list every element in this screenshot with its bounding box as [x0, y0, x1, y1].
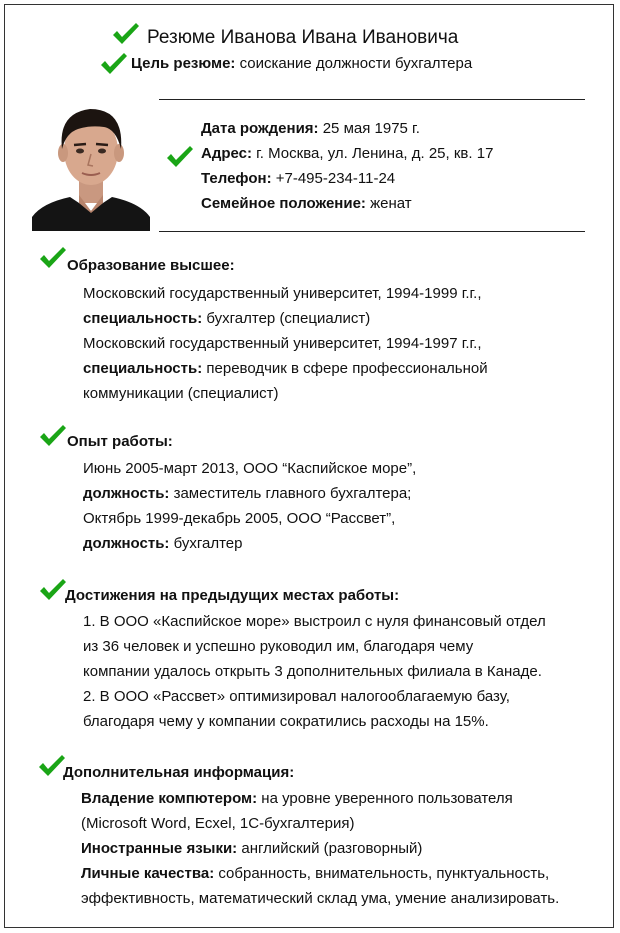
birth-date: Дата рождения: 25 мая 1975 г.	[201, 120, 420, 137]
achievements-heading: Достижения на предыдущих местах работы:	[65, 587, 400, 604]
personal-qualities-detail: эффективность, математический склад ума, умение анализировать.	[81, 890, 560, 907]
achievement-line: компании удалось открыть 3 дополнительных филиала в Канаде.	[83, 663, 542, 680]
achievement-line: 2. В ООО «Рассвет» оптимизировал налогооблагаемую базу,	[83, 688, 510, 705]
address: Адрес: г. Москва, ул. Ленина, д. 25, кв. 17	[201, 145, 494, 162]
achievements-section	[83, 609, 546, 734]
additional-section	[81, 786, 559, 911]
education-line: Московский государственный университет, 1994-1997 г.г.,	[83, 335, 482, 352]
check-mark-icon	[38, 577, 68, 603]
education-specialty: специальность: бухгалтер (специалист)	[83, 310, 371, 327]
resume-goal: Цель резюме: соискание должности бухгалтера	[131, 55, 473, 72]
job-position: должность: заместитель главного бухгалтера;	[83, 485, 412, 502]
job-entry: Октябрь 1999-декабрь 2005, ООО “Рассвет”,	[83, 510, 396, 527]
divider-bottom	[159, 231, 585, 232]
check-mark-icon	[111, 21, 141, 47]
computer-skills: Владение компютером: на уровне уверенного пользователя	[81, 790, 513, 807]
achievement-line: из 36 человек и успешно руководил им, благодаря чему	[83, 638, 474, 655]
achievement-line: благодаря чему у компании сократились расходы на 15%.	[83, 713, 489, 730]
family-status: Семейное положение: женат	[201, 195, 412, 212]
additional-heading: Дополнительная информация:	[63, 764, 295, 781]
personal-qualities: Личные качества: собранность, внимательность, пунктуальность,	[81, 865, 550, 882]
check-mark-icon	[38, 423, 68, 449]
resume-title: Резюме Иванова Ивана Ивановича	[147, 27, 459, 48]
computer-skills-detail: (Microsoft Word, Ecxel, 1С-бухгалтерия)	[81, 815, 355, 832]
education-line: Московский государственный университет, 1994-1999 г.г.,	[83, 285, 482, 302]
education-section	[83, 281, 488, 406]
job-position: должность: бухгалтер	[83, 535, 243, 552]
languages: Иностранные языки: английский (разговорный)	[81, 840, 423, 857]
personal-info	[201, 116, 493, 216]
education-heading: Образование высшее:	[67, 257, 235, 274]
phone: Телефон: +7-495-234-11-24	[201, 170, 396, 187]
experience-section	[83, 456, 416, 556]
resume-page	[4, 4, 614, 928]
education-specialty: специальность: переводчик в сфере профессиональной	[83, 360, 488, 377]
check-mark-icon	[38, 245, 68, 271]
education-line: коммуникации (специалист)	[83, 385, 279, 402]
check-mark-icon	[165, 144, 195, 170]
divider-top	[159, 99, 585, 100]
check-mark-icon	[99, 51, 129, 77]
portrait-photo	[32, 99, 150, 231]
achievement-line: 1. В ООО «Каспийское море» выстроил с нуля финансовый отдел	[83, 613, 546, 630]
experience-heading: Опыт работы:	[67, 433, 173, 450]
job-entry: Июнь 2005-март 2013, ООО “Каспийское море”,	[83, 460, 417, 477]
